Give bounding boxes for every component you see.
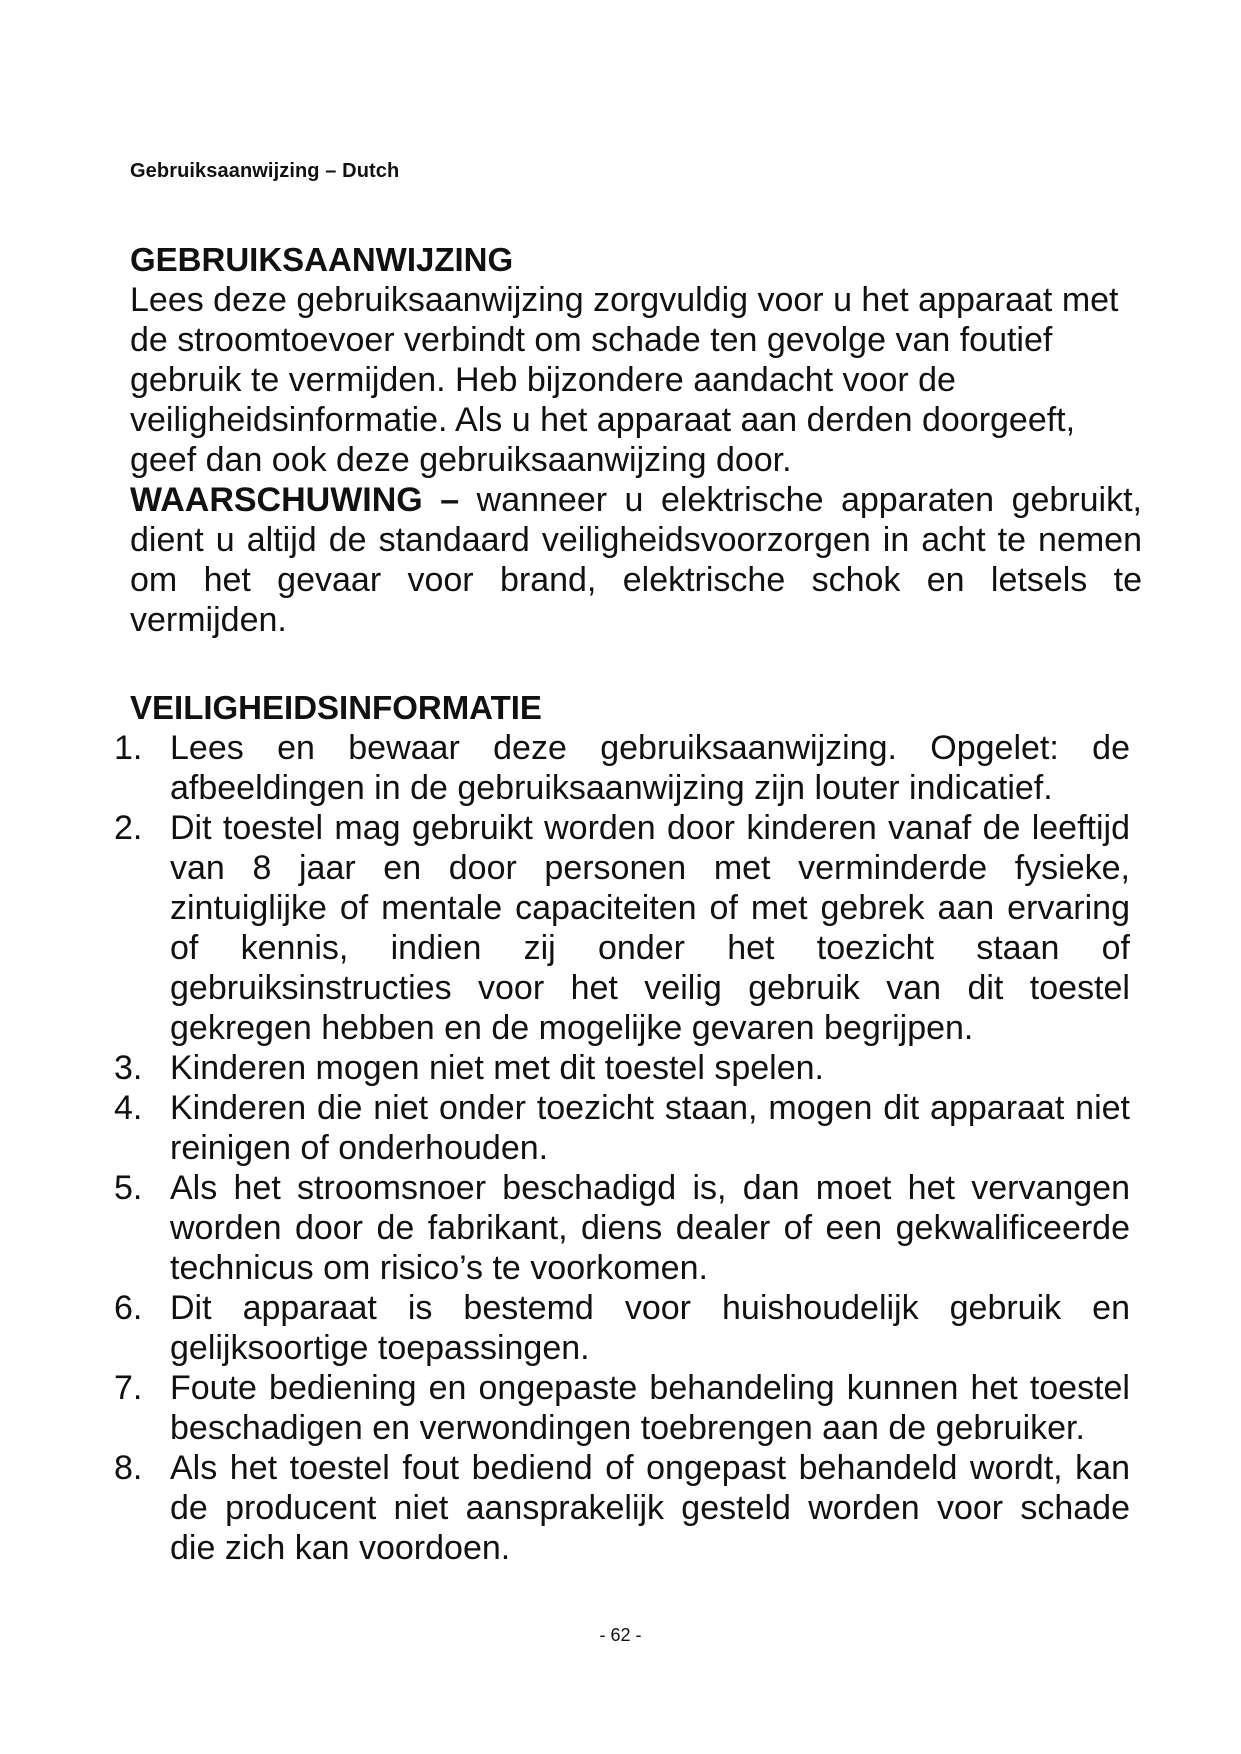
list-item [114,1048,1142,1088]
list-item [114,728,1142,808]
section-spacer [130,640,1142,688]
list-item [114,1448,1142,1568]
main-content [114,240,1142,1568]
running-header: Gebruiksaanwijzing – Dutch [130,160,400,182]
list-item [114,1288,1142,1368]
section-title-veiligheidsinformatie: VEILIGHEIDSINFORMATIE [130,689,542,726]
list-item-text: Lees en bewaar deze gebruiksaanwijzing. Opgelet: de afbeeldingen in de gebruiksaanwijzing zijn louter indicatief. [170,729,1130,807]
warning-label: WAARSCHUWING – [130,481,460,519]
list-item-number: 6. [114,1289,143,1327]
list-item-text: Kinderen mogen niet met dit toestel spelen. [170,1049,824,1087]
list-item-text: Kinderen die niet onder toezicht staan, mogen dit apparaat niet reinigen of onderhouden. [170,1089,1130,1167]
intro-paragraph: Lees deze gebruiksaanwijzing zorgvuldig voor u het apparaat met de stroomtoevoer verbindt om schade ten gevolge van foutief gebruik te vermijden. Heb bijzondere aandacht voor de veiligheidsinformatie. Als u het apparaat aan derden doorgeeft, geef dan ook deze gebruiksaanwijzing door. [130,281,1119,479]
list-item-number: 1. [114,729,143,767]
list-item-number: 5. [114,1169,143,1207]
list-item-number: 4. [114,1089,143,1127]
list-item-number: 7. [114,1369,143,1407]
list-item-text: Dit apparaat is bestemd voor huishoudelijk gebruik en gelijksoortige toepassingen. [170,1289,1130,1367]
list-item [114,1368,1142,1448]
warning-text: wanneer u elektrische apparaten gebruikt, dient u altijd de standaard veiligheidsvoorzorgen in acht te nemen om het gevaar voor brand, elektrische schok en letsels te vermijden. [130,481,1142,639]
list-item-text: Foute bediening en ongepaste behandeling kunnen het toestel beschadigen en verwondingen toebrengen aan de gebruiker. [170,1369,1130,1447]
list-item-number: 8. [114,1449,143,1487]
section-title-gebruiksaanwijzing: GEBRUIKSAANWIJZING [130,241,514,278]
safety-list [114,728,1142,1568]
list-item-text: Dit toestel mag gebruikt worden door kinderen vanaf de leeftijd van 8 jaar en door personen met verminderde fysieke, zintuiglijke of mentale capaciteiten of met gebrek aan ervaring of kennis, indien zij onder het toezicht staan of gebruiksinstructies voor het veilig gebruik van dit toestel gekregen hebben en de mogelijke gevaren begrijpen. [170,809,1130,1047]
list-item [114,808,1142,1048]
page-number: - 62 - [599,1625,642,1645]
list-item [114,1168,1142,1288]
list-item [114,1088,1142,1168]
list-item-text: Als het toestel fout bediend of ongepast behandeld wordt, kan de producent niet aansprakelijk gesteld worden voor schade die zich kan voordoen. [170,1449,1130,1567]
list-item-number: 3. [114,1049,143,1087]
list-item-number: 2. [114,809,143,847]
warning-paragraph [130,480,1142,640]
list-item-text: Als het stroomsnoer beschadigd is, dan moet het vervangen worden door de fabrikant, diens dealer of een gekwalificeerde technicus om risico’s te voorkomen. [170,1169,1130,1287]
